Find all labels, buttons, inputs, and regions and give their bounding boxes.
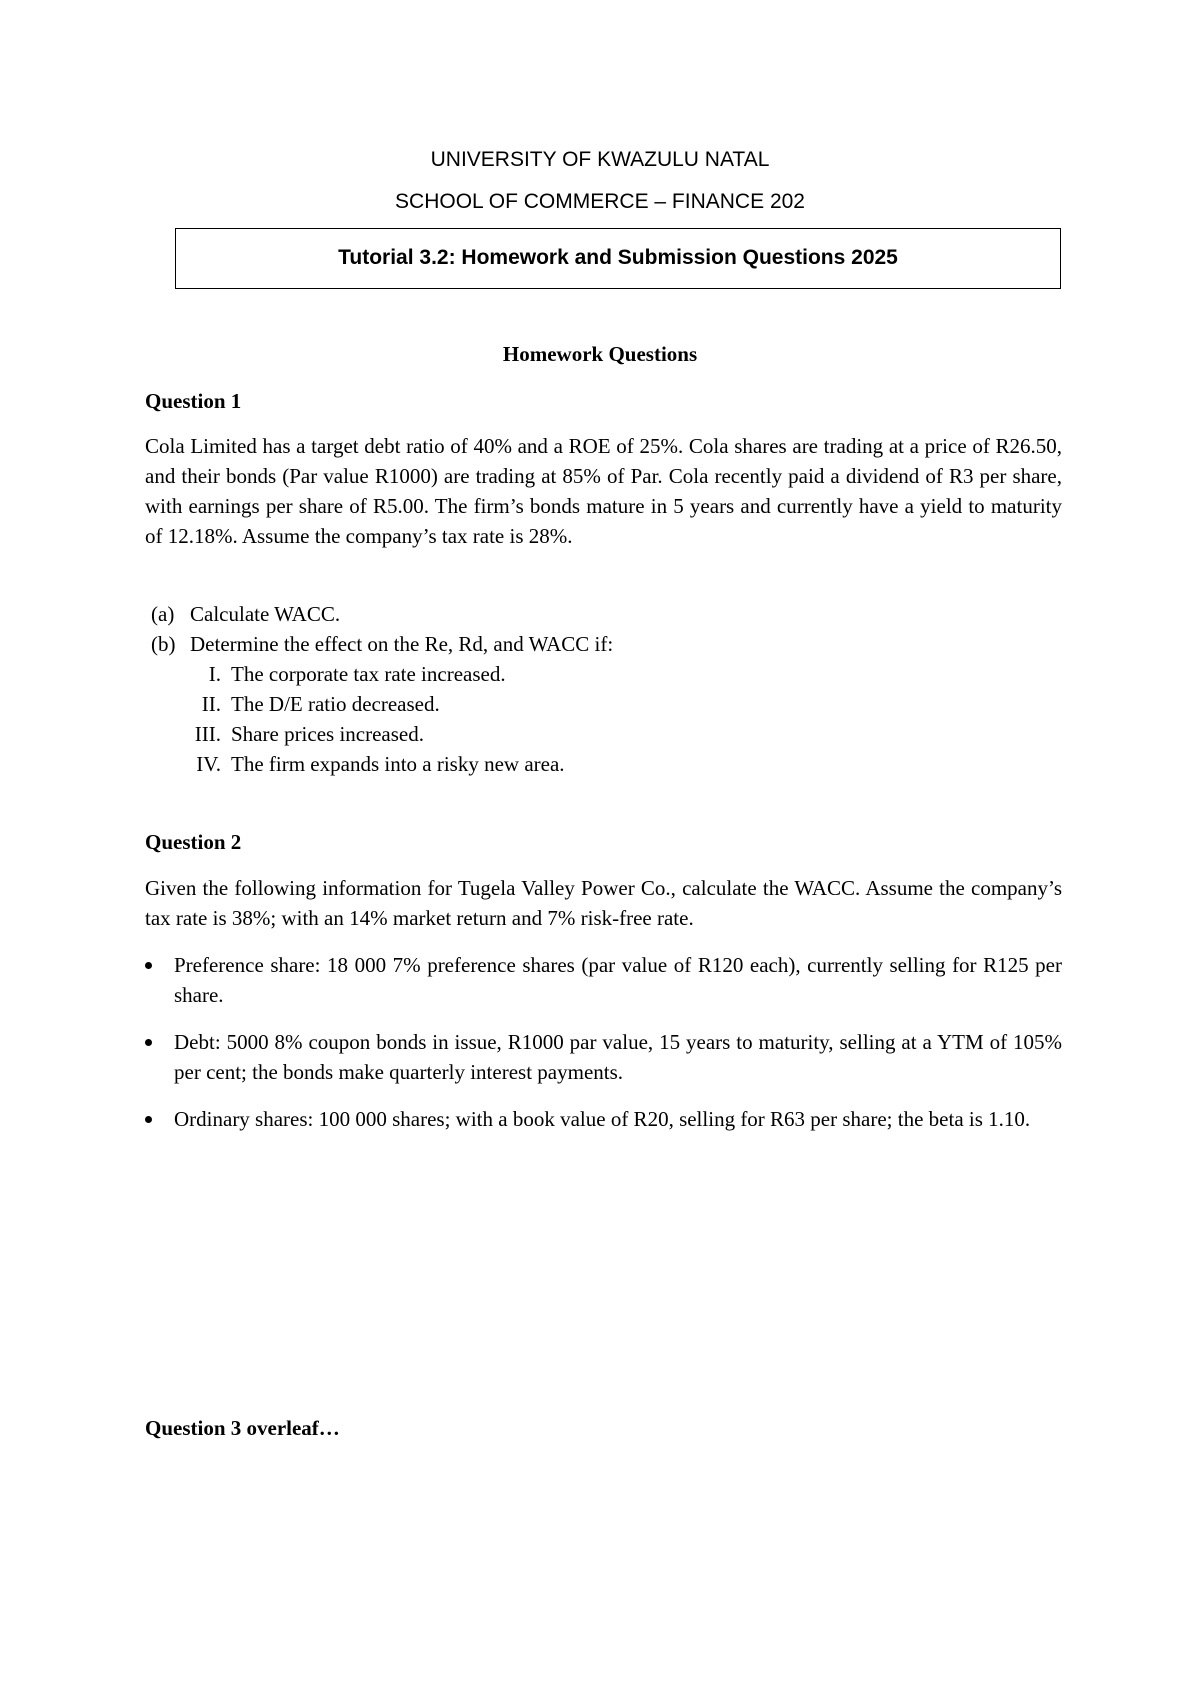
question2-heading: Question 2 bbox=[145, 830, 242, 854]
bullet-icon bbox=[145, 1039, 152, 1046]
bullet-icon bbox=[145, 962, 152, 969]
section-title: Homework Questions bbox=[502, 342, 698, 366]
part-label: (a) bbox=[151, 602, 175, 626]
question1-heading: Question 1 bbox=[145, 389, 242, 413]
tutorial-title-box bbox=[175, 228, 1061, 289]
bullet-icon bbox=[145, 1116, 152, 1123]
bullet-text: Preference share: 18 000 7% preference shares (par value of R120 each), currently selling for R125 per share. bbox=[174, 953, 1062, 1007]
subpart-text: The firm expands into a risky new area. bbox=[231, 752, 565, 776]
question1-body: Cola Limited has a target debt ratio of 40% and a ROE of 25%. Cola shares are trading at a price of R26.50, and their bonds (Par value R1000) are trading at 85% of Par. Cola recently paid a dividend of R3 per share, with earnings per share of R5.00. The firm’s bonds mature in 5 years and currently have a yield to maturity of 12.18%. Assume the company’s tax rate is 28%. bbox=[145, 434, 1062, 548]
footer-note: Question 3 overleaf… bbox=[145, 1416, 340, 1440]
subpart-number: I. bbox=[208, 662, 221, 686]
subpart-number: II. bbox=[201, 692, 221, 716]
question2-body: Given the following information for Tugela Valley Power Co., calculate the WACC. Assume the company’s tax rate is 38%; with an 14% market return and 7% risk-free rate. bbox=[145, 876, 1062, 930]
university-title: UNIVERSITY OF KWAZULU NATAL bbox=[430, 148, 770, 171]
subpart-number: III. bbox=[194, 722, 221, 746]
school-title: SCHOOL OF COMMERCE – FINANCE 202 bbox=[395, 190, 805, 213]
bullet-text: Debt: 5000 8% coupon bonds in issue, R1000 par value, 15 years to maturity, selling at a YTM of 105% per cent; the bonds make quarterly interest payments. bbox=[174, 1030, 1062, 1084]
subpart-text: The corporate tax rate increased. bbox=[231, 662, 506, 686]
part-text: Calculate WACC. bbox=[190, 602, 341, 626]
subpart-number: IV. bbox=[196, 752, 221, 776]
subpart-text: The D/E ratio decreased. bbox=[231, 692, 440, 716]
subpart-text: Share prices increased. bbox=[231, 722, 424, 746]
tutorial-title: Tutorial 3.2: Homework and Submission Questions 2025 bbox=[338, 246, 898, 269]
bullet-text: Ordinary shares: 100 000 shares; with a book value of R20, selling for R63 per share; the beta is 1.10. bbox=[174, 1107, 1031, 1131]
part-label: (b) bbox=[151, 632, 176, 656]
part-text: Determine the effect on the Re, Rd, and WACC if: bbox=[190, 632, 614, 656]
